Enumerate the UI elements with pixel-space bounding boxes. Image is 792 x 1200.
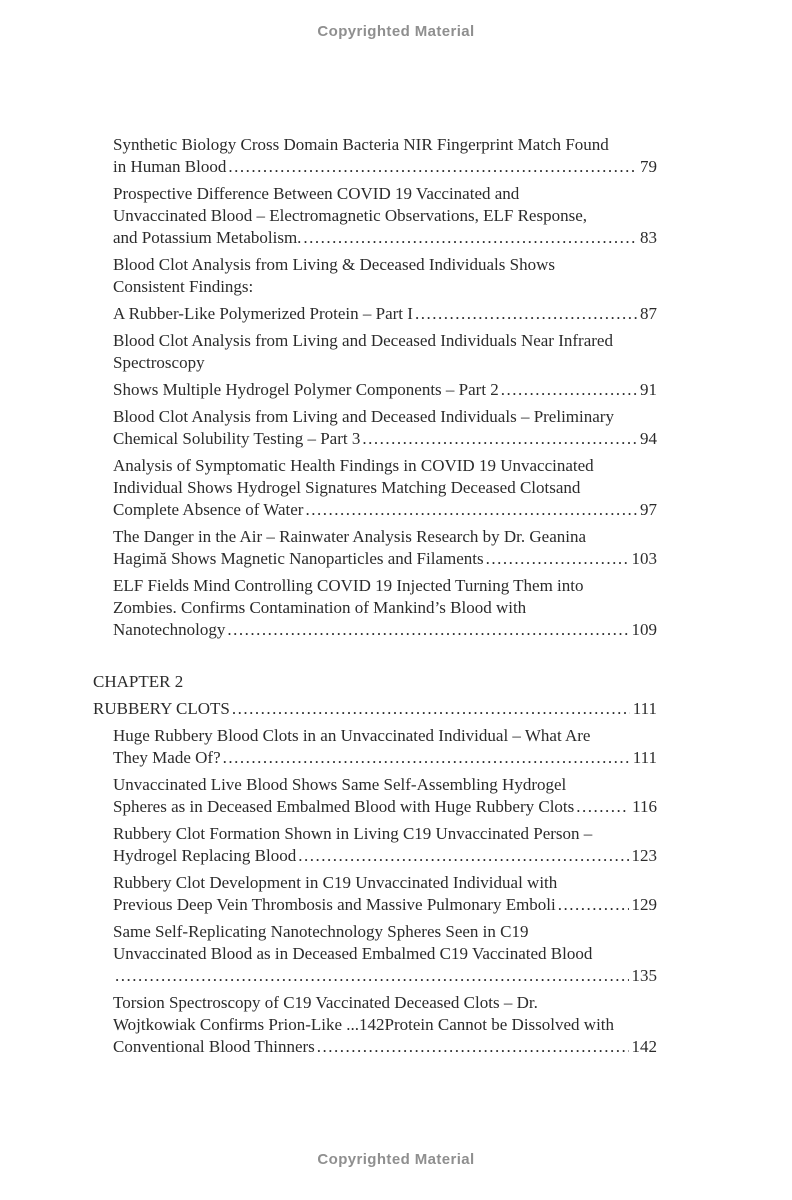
toc-line: Consistent Findings: bbox=[113, 277, 254, 296]
toc-line-text: RUBBERY CLOTS bbox=[93, 699, 230, 718]
toc-line: Blood Clot Analysis from Living & Deceased Individuals Shows bbox=[113, 255, 555, 274]
toc-line-text: They Made Of? bbox=[113, 748, 221, 767]
dot-leader bbox=[362, 428, 637, 450]
toc-line: Spectroscopy bbox=[113, 353, 205, 372]
toc-line bbox=[113, 499, 657, 521]
toc-line bbox=[113, 156, 657, 178]
copyright-notice-top: Copyrighted Material bbox=[317, 23, 475, 40]
toc-page-number: 87 bbox=[640, 304, 657, 323]
dot-leader bbox=[115, 965, 629, 987]
toc-line-text: Conventional Blood Thinners bbox=[113, 1037, 315, 1056]
toc-line: Analysis of Symptomatic Health Findings in COVID 19 Unvaccinated bbox=[113, 456, 594, 475]
toc-page-number: 123 bbox=[631, 846, 657, 865]
chapter-number-heading bbox=[93, 671, 657, 693]
toc-line-text: and Potassium Metabolism. bbox=[113, 228, 302, 247]
toc-line bbox=[113, 428, 657, 450]
toc-page-number: 135 bbox=[631, 966, 657, 985]
toc-page-number: 103 bbox=[631, 549, 657, 568]
toc-entry bbox=[93, 303, 657, 325]
dot-leader bbox=[303, 227, 637, 249]
toc-line bbox=[113, 548, 657, 570]
toc-page-number: 142 bbox=[631, 1037, 657, 1056]
dot-leader bbox=[486, 548, 629, 570]
dot-leader bbox=[305, 499, 637, 521]
toc-line-text: Hydrogel Replacing Blood bbox=[113, 846, 297, 865]
toc-entry bbox=[93, 254, 657, 298]
toc-entry bbox=[93, 921, 657, 987]
toc-line-text: Nanotechnology bbox=[113, 620, 226, 639]
toc-line bbox=[113, 845, 657, 867]
dot-leader bbox=[228, 156, 637, 178]
toc-entry bbox=[93, 455, 657, 521]
toc-line-text: Shows Multiple Hydrogel Polymer Components – Part 2 bbox=[113, 380, 499, 399]
toc-entry bbox=[93, 330, 657, 374]
toc-line: Unvaccinated Live Blood Shows Same Self-Assembling Hydrogel bbox=[113, 775, 567, 794]
toc-line: Blood Clot Analysis from Living and Deceased Individuals – Preliminary bbox=[113, 407, 614, 426]
toc-line bbox=[113, 379, 657, 401]
toc-entry bbox=[93, 725, 657, 769]
toc-line: Rubbery Clot Development in C19 Unvaccinated Individual with bbox=[113, 873, 558, 892]
toc-page-number: 97 bbox=[640, 500, 657, 519]
toc-entry bbox=[93, 183, 657, 249]
toc-line: Rubbery Clot Formation Shown in Living C19 Unvaccinated Person – bbox=[113, 824, 593, 843]
toc-line bbox=[113, 619, 657, 641]
toc-line bbox=[113, 894, 657, 916]
toc-line bbox=[113, 1036, 657, 1058]
toc-line-text: Hagimă Shows Magnetic Nanoparticles and Filaments bbox=[113, 549, 484, 568]
toc-line: Same Self-Replicating Nanotechnology Spheres Seen in C19 bbox=[113, 922, 529, 941]
dot-leader bbox=[576, 796, 629, 818]
toc-page-number: 79 bbox=[640, 157, 657, 176]
toc-line bbox=[113, 747, 657, 769]
toc-line bbox=[113, 796, 657, 818]
toc-page-number: 116 bbox=[632, 797, 657, 816]
toc-line-text: Chemical Solubility Testing – Part 3 bbox=[113, 429, 361, 448]
dot-leader bbox=[415, 303, 637, 325]
toc-page-number: 109 bbox=[631, 620, 657, 639]
toc-line: Wojtkowiak Confirms Prion-Like ...142Protein Cannot be Dissolved with bbox=[113, 1015, 615, 1034]
toc-line-text: in Human Blood bbox=[113, 157, 227, 176]
toc-entry bbox=[93, 379, 657, 401]
toc-page-number: 111 bbox=[632, 748, 657, 767]
toc-line-text: Previous Deep Vein Thrombosis and Massive Pulmonary Emboli bbox=[113, 895, 556, 914]
toc-entry bbox=[93, 526, 657, 570]
toc-line bbox=[113, 227, 657, 249]
toc-line-text: A Rubber-Like Polymerized Protein – Part I bbox=[113, 304, 413, 323]
dot-leader bbox=[501, 379, 637, 401]
toc-page-number: 129 bbox=[631, 895, 657, 914]
toc-line: CHAPTER 2 bbox=[93, 672, 184, 691]
toc-line-text: Complete Absence of Water bbox=[113, 500, 304, 519]
toc-entry bbox=[93, 406, 657, 450]
dot-leader bbox=[227, 619, 628, 641]
toc-line bbox=[113, 965, 657, 987]
toc-line: Blood Clot Analysis from Living and Deceased Individuals Near Infrared bbox=[113, 331, 613, 350]
toc-entry bbox=[93, 134, 657, 178]
toc-page-number: 83 bbox=[640, 228, 657, 247]
toc-line-text: Spheres as in Deceased Embalmed Blood with Huge Rubbery Clots bbox=[113, 797, 575, 816]
dot-leader bbox=[317, 1036, 629, 1058]
toc-line: Unvaccinated Blood as in Deceased Embalmed C19 Vaccinated Blood bbox=[113, 944, 593, 963]
toc-entry bbox=[93, 992, 657, 1058]
dot-leader bbox=[558, 894, 629, 916]
toc-line: ELF Fields Mind Controlling COVID 19 Injected Turning Them into bbox=[113, 576, 584, 595]
toc-page-number: 111 bbox=[632, 699, 657, 718]
toc-line: Synthetic Biology Cross Domain Bacteria NIR Fingerprint Match Found bbox=[113, 135, 609, 154]
dot-leader bbox=[232, 698, 630, 720]
toc-line bbox=[113, 303, 657, 325]
dot-leader bbox=[298, 845, 628, 867]
table-of-contents bbox=[93, 134, 657, 1063]
chapter-title-heading bbox=[93, 698, 657, 720]
toc-line: The Danger in the Air – Rainwater Analysis Research by Dr. Geanina bbox=[113, 527, 587, 546]
toc-line: Prospective Difference Between COVID 19 Vaccinated and bbox=[113, 184, 520, 203]
toc-entry bbox=[93, 872, 657, 916]
copyright-notice-bottom: Copyrighted Material bbox=[317, 1151, 475, 1168]
toc-line: Huge Rubbery Blood Clots in an Unvaccinated Individual – What Are bbox=[113, 726, 591, 745]
toc-line: Zombies. Confirms Contamination of Mankind’s Blood with bbox=[113, 598, 527, 617]
toc-entry bbox=[93, 823, 657, 867]
toc-line bbox=[93, 698, 657, 720]
toc-line: Torsion Spectroscopy of C19 Vaccinated Deceased Clots – Dr. bbox=[113, 993, 538, 1012]
toc-entry bbox=[93, 774, 657, 818]
toc-line: Individual Shows Hydrogel Signatures Matching Deceased Clotsand bbox=[113, 478, 581, 497]
dot-leader bbox=[223, 747, 630, 769]
toc-line: Unvaccinated Blood – Electromagnetic Observations, ELF Response, bbox=[113, 206, 587, 225]
toc-page-number: 91 bbox=[640, 380, 657, 399]
toc-entry bbox=[93, 575, 657, 641]
toc-page-number: 94 bbox=[640, 429, 657, 448]
